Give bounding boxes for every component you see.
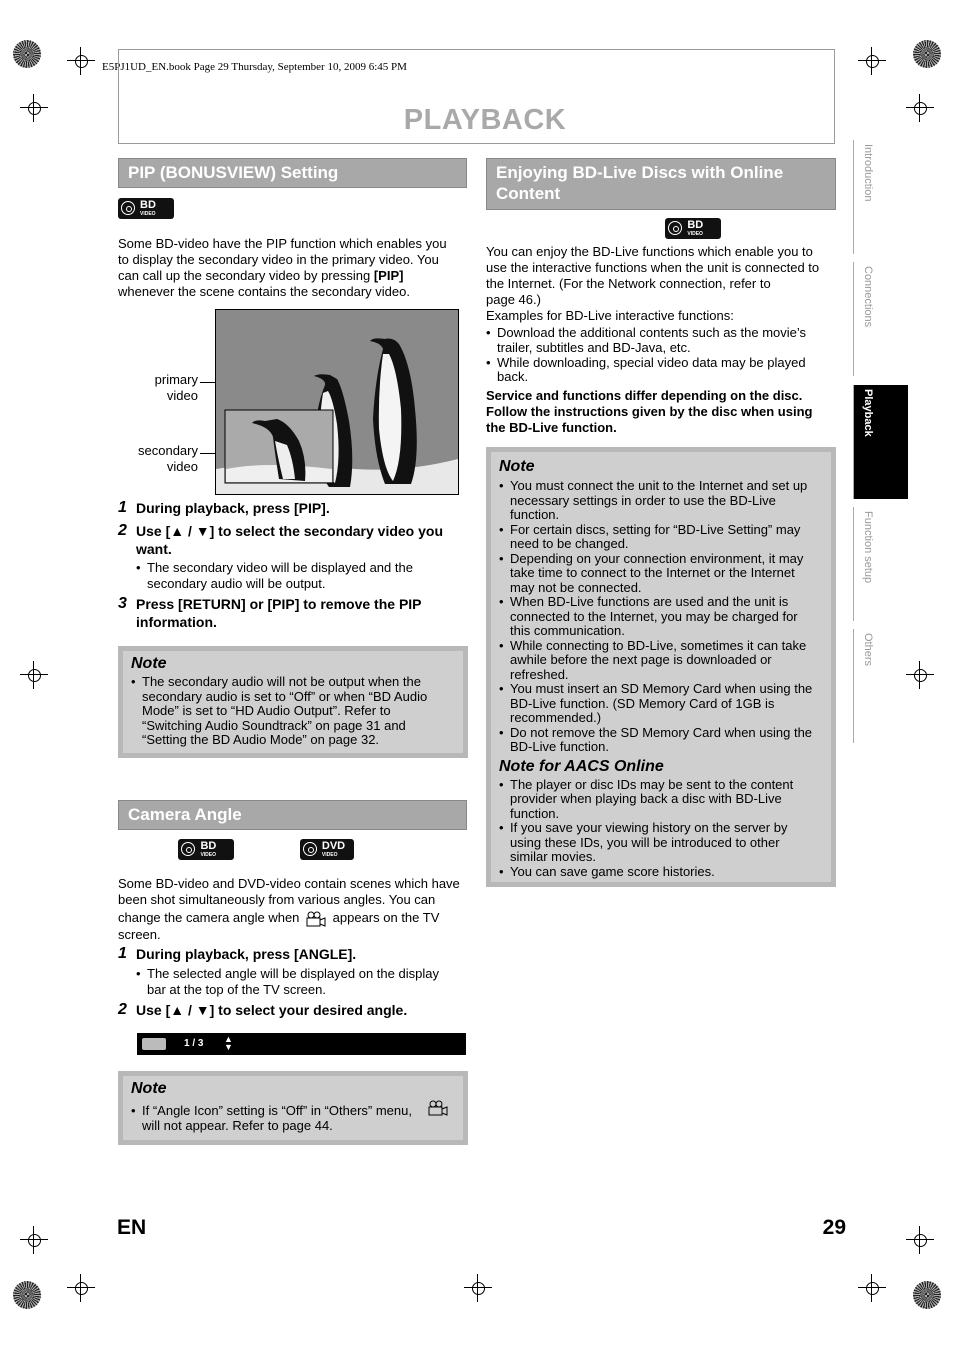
pip-note-box: Note • The secondary audio will not be output when the • secondary audio is set to “Off” or when “BD Audio • Mode” is set to “HD Audio Output”. Refer to • “Switching Audio Soundtrack” on page 31 and • “Setting the BD Audio Mode” on page 32. (118, 646, 468, 758)
crop-mark (906, 661, 934, 689)
angle-display-bar (137, 1033, 466, 1055)
crop-mark (464, 1274, 492, 1302)
registration-rosette (913, 1281, 941, 1309)
angle-icon (142, 1038, 166, 1050)
bd-video-badge: BD VIDEO (118, 198, 174, 219)
camera-section-heading: Camera Angle (118, 800, 467, 830)
side-tab-introduction[interactable]: Introduction (853, 140, 908, 254)
pip-step-1: 1 During playback, press [PIP]. (118, 499, 330, 516)
camera-angle-icon (305, 911, 327, 927)
dvd-video-badge: DVD VIDEO (300, 839, 354, 860)
up-down-arrows-icon: ▲ ▼ (224, 1034, 233, 1052)
camera-intro: Some BD-video and DVD-video contain scenes which have been shot simultaneously from various angles. You can change the camera angle when appears on the TV screen. (118, 876, 460, 942)
page-number: 29 (822, 1216, 846, 1239)
crop-mark (858, 1274, 886, 1302)
bdlive-note-box: Note • You must connect the unit to the Internet and set up necessary settings in order to use the BD-Live function. • For certain discs, setting for “BD-Live Setting” may need to be changed. • Depending on your connection environment, it may take time to connect to the Internet or the Internet may not be connected. • When BD-Live functions are used and the unit is connected to the Internet, you may be charged for this communication. • While connecting to BD-Live, sometimes it can take awhile before the next page is downloaded or refreshed. • You must insert an SD Memory Card when using the BD-Live function. (SD Memory Card of 1GB is recommended.) • Do not remove the SD Memory Card when using the BD-Live function. Note for AACS Online • The player or disc IDs may be sent to the content provider when playing back a disc with BD-Live function. • If you save your viewing history on the server by using these IDs, you will be introduced to other similar movies. • You can save game score histories. (486, 447, 836, 887)
crop-mark (67, 47, 95, 75)
bd-video-badge: BD VIDEO (665, 218, 721, 239)
bd-video-badge: BD VIDEO (178, 839, 234, 860)
book-info-line: E5PJ1UD_EN.book Page 29 Thursday, September 10, 2009 6:45 PM (102, 61, 407, 73)
camera-step-1: 1 During playback, press [ANGLE]. (118, 945, 357, 962)
crop-mark (906, 1226, 934, 1254)
pip-illustration (215, 309, 459, 495)
crop-mark (20, 1226, 48, 1254)
camera-step-2: 2 Use [▲ / ▼] to select your desired angle. (118, 1001, 408, 1018)
registration-rosette (913, 40, 941, 68)
angle-readout: 1 / 3 (184, 1038, 204, 1049)
pip-step-2: 2 Use [▲ / ▼] to select the secondary video you want. (118, 522, 444, 557)
side-tab-others[interactable]: Others (853, 629, 908, 743)
pip-step-3: 3 Press [RETURN] or [PIP] to remove the PIP information. (118, 595, 422, 630)
footer-language: EN (117, 1216, 147, 1239)
bdlive-intro: You can enjoy the BD-Live functions which enable you to use the interactive functions when the unit is connected to the Internet. (For the Network connection, refer to page 46.) Examples for BD-Live interactive functions: • Download the additional contents such as the movie’s trailer, subtitles and BD-Java, etc. • While downloading, special video data may be played back. Service and functions differ depending on the disc. Follow the instructions given by the disc when using the BD-Live function. (486, 244, 838, 436)
camera-angle-icon (427, 1100, 449, 1116)
label-secondary-video: secondary video (138, 443, 198, 474)
note-continuation: • secondary audio is set to “Off” or when “BD Audio (131, 690, 455, 705)
side-tab-function-setup[interactable]: Function setup (853, 507, 908, 621)
bdlive-section-heading: Enjoying BD-Live Discs with Online Content (486, 158, 836, 210)
page-title: PLAYBACK (403, 104, 567, 136)
crop-mark (906, 94, 934, 122)
pip-section-heading: PIP (BONUSVIEW) Setting (118, 158, 467, 188)
crop-mark (20, 94, 48, 122)
side-tab-playback[interactable]: Playback (853, 385, 908, 499)
crop-mark (67, 1274, 95, 1302)
pip-intro: Some BD-video have the PIP function which enables you to display the secondary video in the primary video. You can call up the secondary video by pressing [PIP] whenever the scene contains the secondary video. (118, 236, 447, 299)
crop-mark (858, 47, 886, 75)
crop-mark (20, 661, 48, 689)
registration-rosette (13, 40, 41, 68)
camera-step-1-detail: • The selected angle will be displayed on the display bar at the top of the TV screen. (136, 967, 466, 998)
side-tab-connections[interactable]: Connections (853, 262, 908, 376)
pip-step-2-detail: • The secondary video will be displayed and the secondary audio will be output. (136, 561, 466, 592)
camera-note-box: Note • If “Angle Icon” setting is “Off” in “Others” menu, will not appear. Refer to page 44. (118, 1071, 468, 1145)
aacs-heading: Note for AACS Online (499, 757, 664, 775)
label-primary-video: primary video (154, 372, 198, 403)
registration-rosette (13, 1281, 41, 1309)
